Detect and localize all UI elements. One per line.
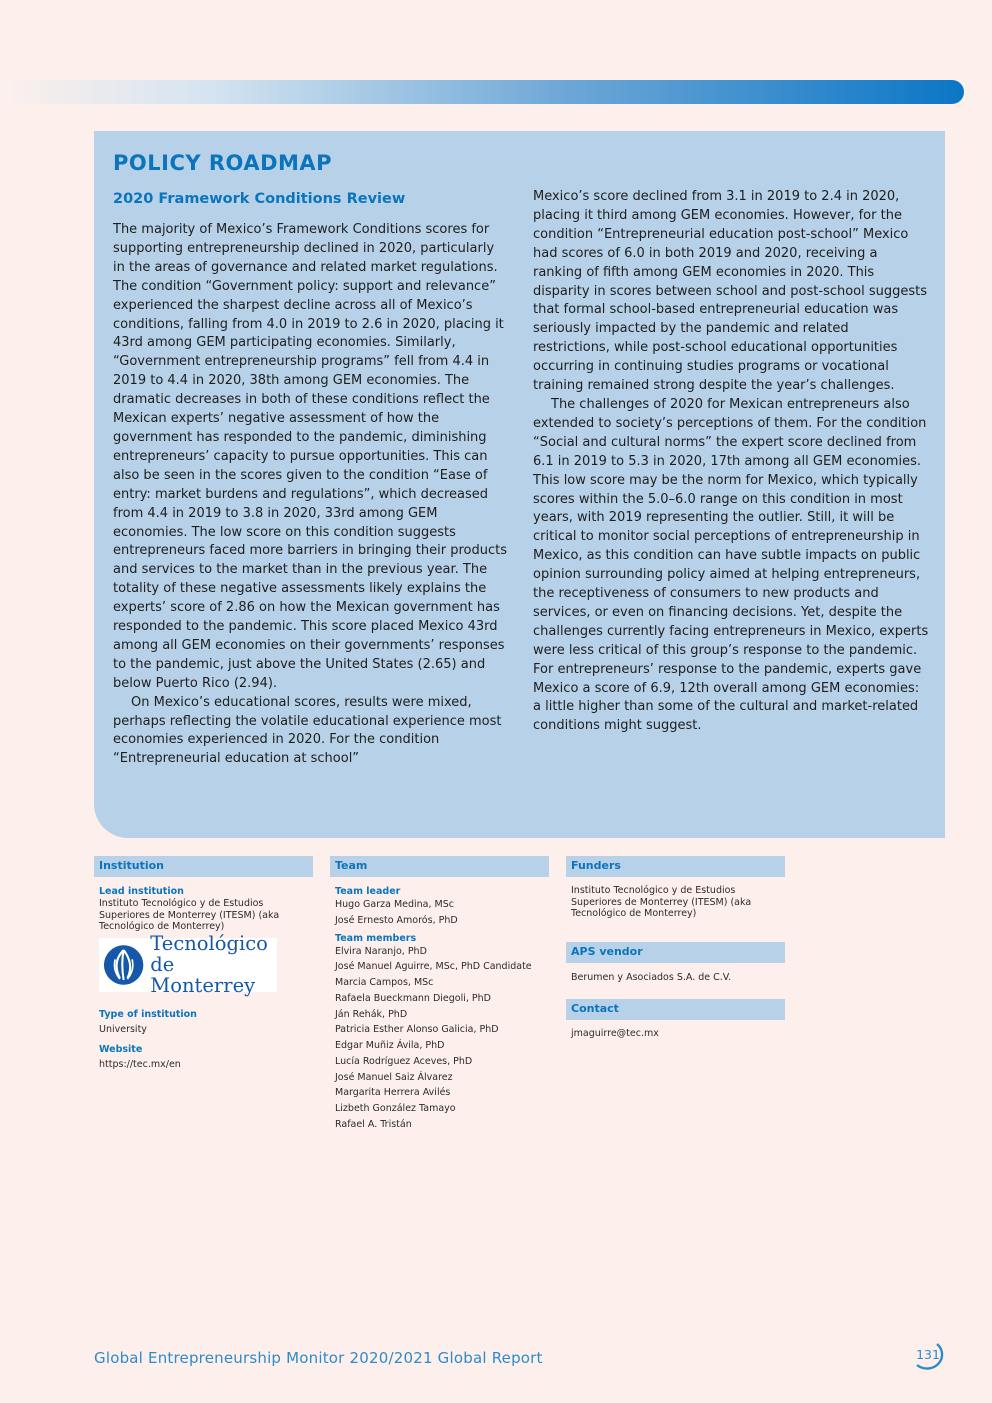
type-of-institution-label: Type of institution [99,1008,197,1020]
team-column [330,856,549,1133]
website-label: Website [99,1044,143,1055]
team-member: Patricia Esther Alonso Galicia, PhD [335,1024,499,1036]
paragraph: Mexico’s score declined from 3.1 in 2019 to 2.4 in 2020, placing it third among GEM economies. However, for the condition “Entrepreneurial education post-school” Mexico had scores of 6.0 in both 2019 and 2020, receiving a ranking of fifth among GEM economies in 2020. This disparity in scores between school and post-school suggests that formal school-based entrepreneurial education was seriously impacted by the pandemic and related restrictions, while post-school educational opportunities occurring in continuing studies programs or vocational training remained strong despite the year’s challenges. [533,189,928,394]
paragraph: On Mexico’s educational scores, results were mixed, perhaps reflecting the volatile educational experience most economies experienced in 2020. For the condition “Entrepreneurial education at school” [113,694,502,767]
team-leader: Hugo Garza Medina, MSc [335,899,454,910]
right-column [533,188,929,736]
team-member: Edgar Muñiz Ávila, PhD [335,1040,445,1051]
team-member: Marcia Campos, MSc [335,977,434,988]
logo-line-1: Tecnológico [150,932,268,955]
aps-vendor-header: APS vendor [566,942,785,963]
footer-report-title: Global Entrepreneurship Monitor 2020/2021 Global Report [94,1349,543,1367]
team-header: Team [330,856,549,877]
team-member: Lucía Rodríguez Aceves, PhD [335,1055,473,1067]
page-number [911,1341,945,1371]
section-title: POLICY ROADMAP [113,151,333,175]
lead-institution-value: Instituto Tecnológico y de Estudios Superiores de Monterrey (ITESM) (aka Tecnológico de Monterrey) [99,898,280,932]
contact-header: Contact [566,999,785,1020]
team-member: Rafaela Bueckmann Diegoli, PhD [335,992,491,1004]
section-subtitle: 2020 Framework Conditions Review [113,191,406,207]
team-member: Rafael A. Tristán [335,1118,412,1130]
tecnologico-logo [99,932,277,997]
paragraph: The challenges of 2020 for Mexican entrepreneurs also extended to society’s perceptions of them. For the condition “Social and cultural norms” the expert score declined from 6.1 in 2019 to 5.3 in 2020, 17th among all GEM economies. This low score may be the norm for Mexico, which typically scores within the 5.0–6.0 range on this condition in most years, with 2019 representing the outlier. Still, it will be critical to monitor social perceptions of entrepreneurship in Mexico, as this condition can have subtle impacts on public opinion surrounding policy aimed at helping entrepreneurs, the receptiveness of consumers to new products and services, or even on financing decisions. Yet, despite the challenges currently facing entrepreneurs in Mexico, experts were less critical of this group’s response to the pandemic. For entrepreneurs’ response to the pandemic, experts gave Mexico a score of 6.9, 12th overall among GEM economies: a little higher than some of the cultural and market-related conditions might suggest. [533,396,929,734]
institution-column [94,856,313,1071]
team-members-label: Team members [335,932,417,944]
left-column [113,221,507,769]
team-leader-label: Team leader [335,886,401,897]
team-member: José Manuel Saiz Álvarez [335,1071,453,1083]
header-gradient-band [0,80,964,104]
page-number-text: 131 [916,1347,940,1362]
website-link[interactable]: https://tec.mx/en [99,1059,181,1070]
funders-header: Funders [566,856,785,877]
paragraph: The majority of Mexico’s Framework Conditions scores for supporting entrepreneurship declined in 2020, particularly in the areas of governance and related market regulations. The condition “Government policy: support and relevance” experienced the sharpest decline across all of Mexico’s conditions, falling from 4.0 in 2019 to 2.6 in 2020, placing it 43rd among GEM participating economies. Similarly, “Government entrepreneurship programs” fell from 4.4 in 2019 to 4.4 in 2020, 38th among GEM economies. The dramatic decreases in both of these conditions reflect the Mexican experts’ negative assessment of how the government has responded to the pandemic, diminishing entrepreneurs’ capacity to pursue opportunities. This can also be seen in the scores given to the condition “Ease of entry: market burdens and regulations”, which decreased from 4.4 in 2019 to 3.8 in 2020, 33rd among GEM economies. The low score on this condition suggests entrepreneurs faced more barriers in bringing their products and services to the market than in the previous year. The totality of these negative assessments likely explains the experts’ score of 2.86 on how the Mexican government has responded to the pandemic. This score placed Mexico 43rd among all GEM economies on their governments’ responses to the pandemic, just above the United States (2.65) and below Puerto Rico (2.94). [113,222,507,691]
contact-email-link[interactable]: jmaguirre@tec.mx [571,1028,659,1039]
team-member: Lizbeth González Tamayo [335,1103,456,1114]
team-member: Elvira Naranjo, PhD [335,945,427,957]
funders-column [566,856,785,1040]
flame-emblem-icon [103,943,144,987]
logo-line-2: de Monterrey [150,953,256,997]
type-of-institution-value: University [99,1023,147,1035]
aps-vendor-value: Berumen y Asociados S.A. de C.V. [571,971,732,983]
institution-header: Institution [94,856,313,877]
funders-value: Instituto Tecnológico y de Estudios Superiores de Monterrey (ITESM) (aka Tecnológico de Monterrey) [571,885,752,919]
team-member: Margarita Herrera Avilés [335,1087,451,1099]
team-member: Ján Rehák, PhD [335,1008,408,1020]
team-leader: José Ernesto Amorós, PhD [335,914,458,926]
policy-roadmap-panel [94,131,945,838]
lead-institution-label: Lead institution [99,886,184,897]
logo-wordmark [150,933,277,996]
team-member: José Manuel Aguirre, MSc, PhD Candidate [335,961,532,973]
